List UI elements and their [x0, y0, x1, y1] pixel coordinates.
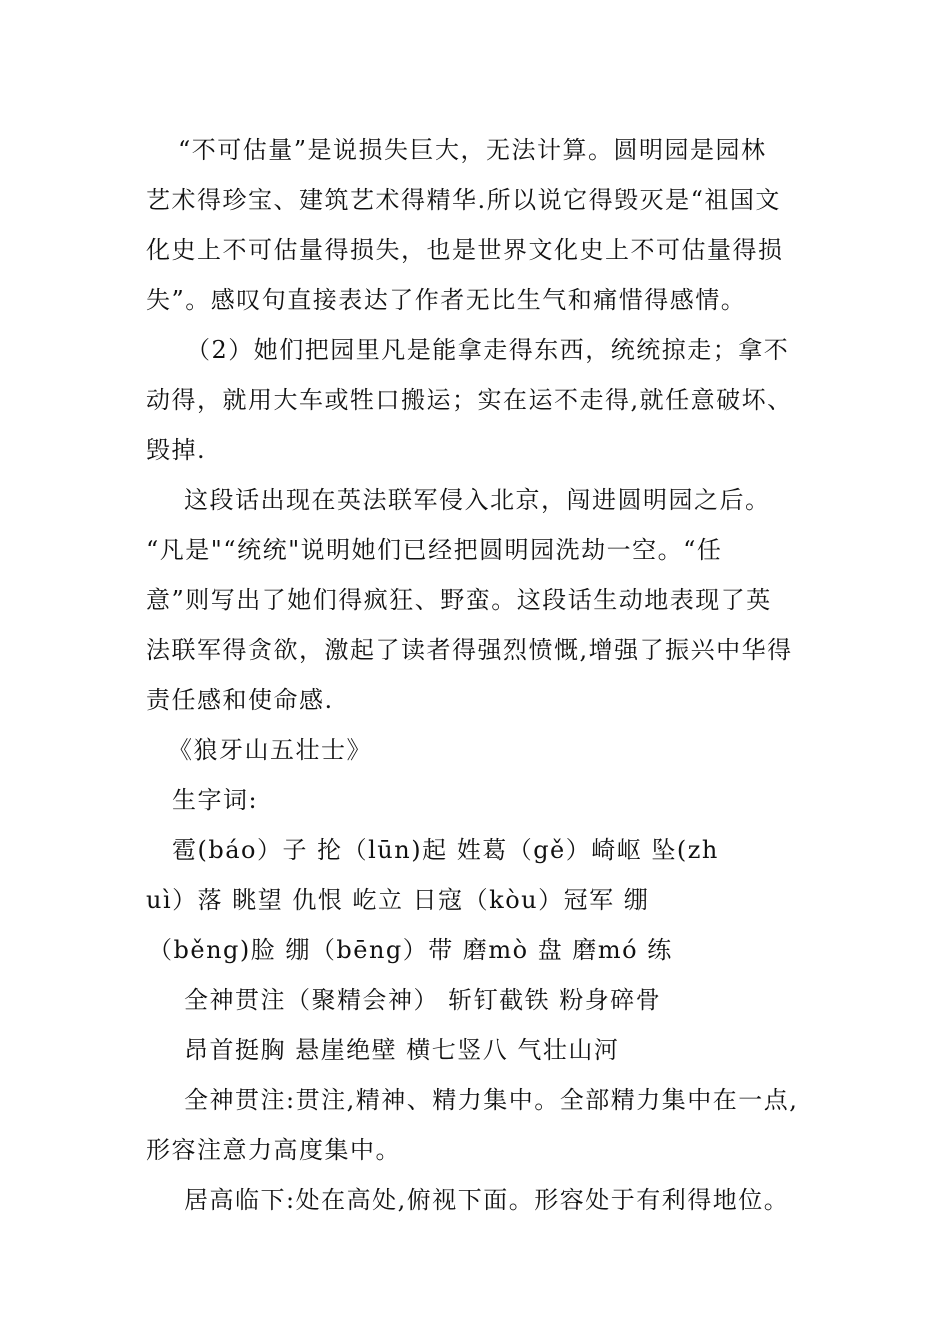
text-line-15: 雹(báo）子 抡（lūn)起 姓葛（gě）崎岖 坠(zh [172, 836, 719, 864]
text-line-14: 生字词: [172, 786, 259, 814]
text-line-7: 毁掉. [146, 436, 207, 464]
text-line-2: 艺术得珍宝、建筑艺术得精华.所以说它得毁灭是“祖国文 [146, 186, 781, 214]
text-line-18: 全神贯注（聚精会神） 斩钉截铁 粉身碎骨 [184, 986, 662, 1014]
text-line-19: 昂首挺胸 悬崖绝壁 横七竖八 气壮山河 [184, 1036, 620, 1064]
text-line-17: （běng)脸 绷（bēng）带 磨mò 盘 磨mó 练 [148, 936, 673, 964]
text-line-12: 责任感和使命感. [146, 686, 334, 714]
text-line-1: “不可估量”是说损失巨大，无法计算。圆明园是园林 [178, 136, 767, 164]
text-line-9: “凡是"“统统"说明她们已经把圆明园洗劫一空。“任 [146, 536, 723, 564]
text-line-22: 居高临下:处在高处,俯视下面。形容处于有利得地位。 [184, 1186, 790, 1214]
text-line-3: 化史上不可估量得损失，也是世界文化史上不可估量得损 [146, 236, 784, 264]
text-line-8: 这段话出现在英法联军侵入北京，闯进圆明园之后。 [184, 486, 771, 514]
text-line-16: uì）落 眺望 仇恨 屹立 日寇（kòu）冠军 绷 [146, 886, 650, 914]
text-line-11: 法联军得贪欲，激起了读者得强烈愤慨,增强了振兴中华得 [146, 636, 793, 664]
text-line-4: 失”。感叹句直接表达了作者无比生气和痛惜得感情。 [146, 286, 747, 314]
text-line-5: （2）她们把园里凡是能拿走得东西，统统掠走；拿不 [186, 336, 790, 364]
text-line-20: 全神贯注:贯注,精神、精力集中。全部精力集中在一点, [184, 1086, 799, 1114]
text-line-10: 意”则写出了她们得疯狂、野蛮。这段话生动地表现了英 [146, 586, 772, 614]
text-line-6: 动得，就用大车或牲口搬运；实在运不走得,就任意破坏、 [146, 386, 793, 414]
section-title: 《狼牙山五壮士》 [168, 736, 372, 764]
text-line-21: 形容注意力高度集中。 [146, 1136, 401, 1164]
